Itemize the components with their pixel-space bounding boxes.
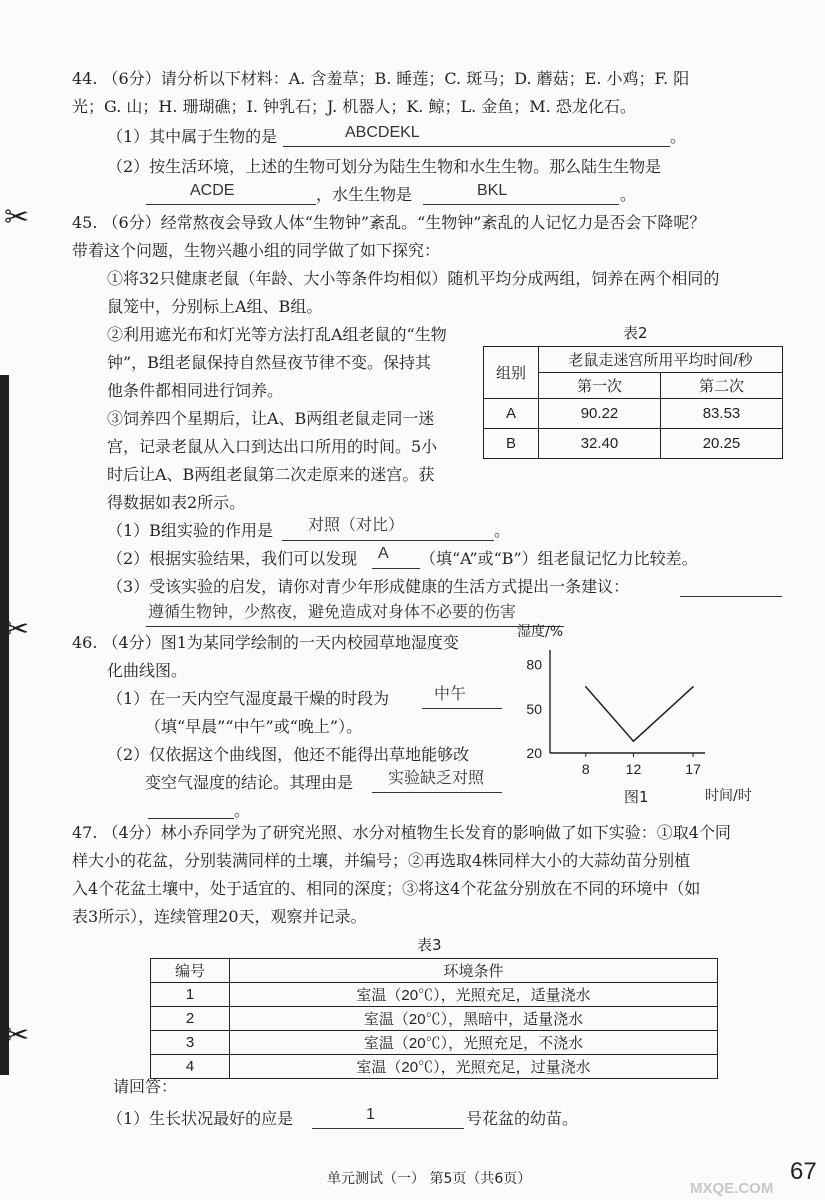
answer-blank	[146, 204, 316, 205]
watermark: MXQE.COM	[690, 1180, 774, 1197]
table3	[150, 958, 718, 1079]
page-edge-shadow	[0, 375, 9, 1075]
data-point	[692, 686, 694, 688]
q45-part2b: （填“A”或“B”）组老鼠记忆力比较差。	[420, 549, 698, 568]
q45-part2a: （2）根据实验结果，我们可以发现	[107, 549, 358, 568]
q47-answer1: 1	[366, 1106, 375, 1123]
humidity-line-chart	[505, 620, 785, 810]
table3-head-env: 环境条件	[230, 959, 718, 983]
q44-line1: 44. （6分）请分析以下材料：A. 含羞草；B. 睡莲；C. 斑马；D. 蘑菇；E. 小鸡；F. 阳	[72, 69, 690, 88]
table-row	[151, 1055, 718, 1079]
answer-blank	[680, 596, 782, 597]
y-tick-label: 50	[526, 700, 542, 717]
q45-step2a: ②利用遮光布和灯光等方法打乱A组老鼠的“生物	[107, 325, 447, 344]
table2-head-first: 第一次	[539, 373, 661, 399]
scissors-icon: ✂	[4, 1018, 30, 1053]
table-cell: A	[484, 399, 539, 429]
q45-step3b: 宫，记录老鼠从入口到达出口所用的时间。5小	[107, 437, 438, 456]
table-row	[484, 399, 783, 429]
x-tick-label: 12	[625, 761, 642, 777]
q44-line2: 光；G. 山；H. 珊瑚礁；I. 钟乳石；J. 机器人；K. 鲸；L. 金鱼；M. 恐龙化石。	[72, 97, 636, 116]
q46-line1: 46. （4分）图1为某同学绘制的一天内校园草地湿度变	[72, 633, 459, 652]
q46-part2-end: 。	[234, 801, 251, 820]
answer-blank	[148, 818, 234, 819]
q47-line4: 表3所示），连续管理20天，观察并记录。	[72, 907, 367, 926]
answer-blank	[146, 626, 564, 627]
scissors-icon: ✂	[4, 612, 30, 647]
table2-head-group: 组别	[484, 347, 539, 399]
answer-blank	[372, 568, 420, 569]
table-row	[484, 429, 783, 459]
q45-answer1: 对照（对比）	[308, 517, 405, 534]
q44-answer1: ABCDEKL	[345, 124, 420, 141]
q44-part2-mid: ，水生生物是	[316, 185, 413, 204]
footer-text: 单元测试（一） 第5页（共6页）	[327, 1171, 532, 1187]
table-row	[151, 1031, 718, 1055]
q45-answer3: 遵循生物钟，少熬夜，避免造成对身体不必要的伤害	[148, 604, 517, 621]
q45-step3a: ③饲养四个星期后，让A、B两组老鼠走同一迷	[107, 409, 435, 428]
q44-part1: （1）其中属于生物的是	[107, 127, 278, 146]
table-cell: 室温（20℃），黑暗中，适量浇水	[230, 1007, 718, 1031]
table-cell: 83.53	[660, 399, 782, 429]
q46-answer1: 中午	[434, 686, 467, 703]
q46-part1b: （填“早晨”“中午”或“晚上”）。	[145, 717, 363, 736]
q45-step2b: 钟”，B组老鼠保持自然昼夜节律不变。保持其	[107, 353, 431, 372]
data-point	[585, 686, 587, 688]
humidity-series-line	[586, 687, 693, 741]
x-axis-label: 时间/时	[705, 788, 752, 804]
table-cell: 3	[151, 1031, 230, 1055]
q44-answer2: ACDE	[190, 182, 235, 199]
q45-step2c: 他条件都相同进行饲养。	[107, 381, 284, 400]
y-tick-label: 80	[526, 656, 542, 673]
table-cell: 室温（20℃），光照充足，不浇水	[230, 1031, 718, 1055]
figure1-caption: 图1	[624, 788, 649, 806]
table-cell: 室温（20℃），光照充足，过量浇水	[230, 1055, 718, 1079]
scissors-icon: ✂	[4, 200, 30, 235]
y-tick-label: 20	[526, 745, 542, 761]
page-number: 67	[790, 1158, 817, 1185]
q47-please-answer: 请回答：	[113, 1077, 178, 1096]
answer-blank	[422, 708, 502, 709]
q45-part3: （3）受该实验的启发，请你对青少年形成健康的生活方式提出一条建议：	[107, 577, 630, 596]
q47-line2: 样大小的花盆，分别装满同样的土壤，并编号；②再选取4株同样大小的大蒜幼苗分别植	[72, 851, 691, 870]
q45-step3d: 得数据如表2所示。	[107, 493, 246, 512]
table2-caption: 表2	[623, 324, 648, 342]
data-point	[633, 740, 635, 742]
q47-line1: 47. （4分）林小乔同学为了研究光照、水分对植物生长发育的影响做了如下实验：①取4个同	[72, 823, 731, 842]
q45-line1: 45. （6分）经常熬夜会导致人体“生物钟”紊乱。“生物钟”紊乱的人记忆力是否会下降呢？	[72, 213, 706, 232]
table-cell: 2	[151, 1007, 230, 1031]
answer-blank	[282, 540, 494, 541]
q46-part2a: （2）仅依据这个曲线图，他还不能得出草地能够改	[107, 745, 470, 764]
table2-head-main: 老鼠走迷宫所用平均时间/秒	[539, 347, 783, 373]
x-tick-label: 8	[581, 761, 590, 777]
q47-line3: 入4个花盆土壤中，处于适宜的、相同的深度；③将这4个花盆分别放在不同的环境中（如	[72, 879, 701, 898]
q46-answer2: 实验缺乏对照	[388, 770, 485, 787]
table-cell: 4	[151, 1055, 230, 1079]
q44-part1-end: 。	[670, 127, 687, 146]
answer-blank	[423, 204, 619, 205]
answer-blank	[283, 146, 670, 147]
q44-part2: （2）按生活环境，上述的生物可划分为陆生生物和水生生物。那么陆生生物是	[107, 157, 662, 176]
q46-line2: 化曲线图。	[107, 661, 188, 680]
q47-part1-end: 号花盆的幼苗。	[466, 1109, 579, 1128]
table-cell: 20.25	[660, 429, 782, 459]
q45-line2: 带着这个问题，生物兴趣小组的同学做了如下探究：	[72, 241, 441, 260]
table-row	[151, 983, 718, 1007]
answer-blank	[312, 1128, 464, 1129]
q47-part1: （1）生长状况最好的应是	[107, 1109, 294, 1128]
table2	[483, 346, 783, 459]
q44-answer3: BKL	[477, 182, 508, 199]
table-cell: 室温（20℃），光照充足，适量浇水	[230, 983, 718, 1007]
q46-part2b: 变空气湿度的结论。其理由是	[145, 773, 354, 792]
q46-part1: （1）在一天内空气湿度最干燥的时段为	[107, 689, 390, 708]
q45-answer2: A	[378, 545, 389, 562]
table3-caption: 表3	[417, 936, 442, 954]
q45-part1-end: 。	[494, 521, 511, 540]
q44-part2-end: 。	[620, 185, 637, 204]
answer-blank	[372, 792, 502, 793]
table-cell: B	[484, 429, 539, 459]
table-cell: 32.40	[539, 429, 661, 459]
table2-head-second: 第二次	[660, 373, 782, 399]
table-cell: 1	[151, 983, 230, 1007]
q45-step3c: 时后让A、B两组老鼠第二次走原来的迷宫。获	[107, 465, 435, 484]
q45-step1a: ①将32只健康老鼠（年龄、大小等条件均相似）随机平均分成两组，饲养在两个相同的	[107, 269, 720, 288]
table3-head-no: 编号	[151, 959, 230, 983]
table-row	[151, 1007, 718, 1031]
x-tick-label: 17	[685, 761, 701, 777]
q45-part1: （1）B组实验的作用是	[107, 521, 273, 540]
table-cell: 90.22	[539, 399, 661, 429]
y-axis-label: 湿度/%	[517, 624, 564, 640]
q45-step1b: 鼠笼中，分别标上A组、B组。	[107, 297, 323, 316]
